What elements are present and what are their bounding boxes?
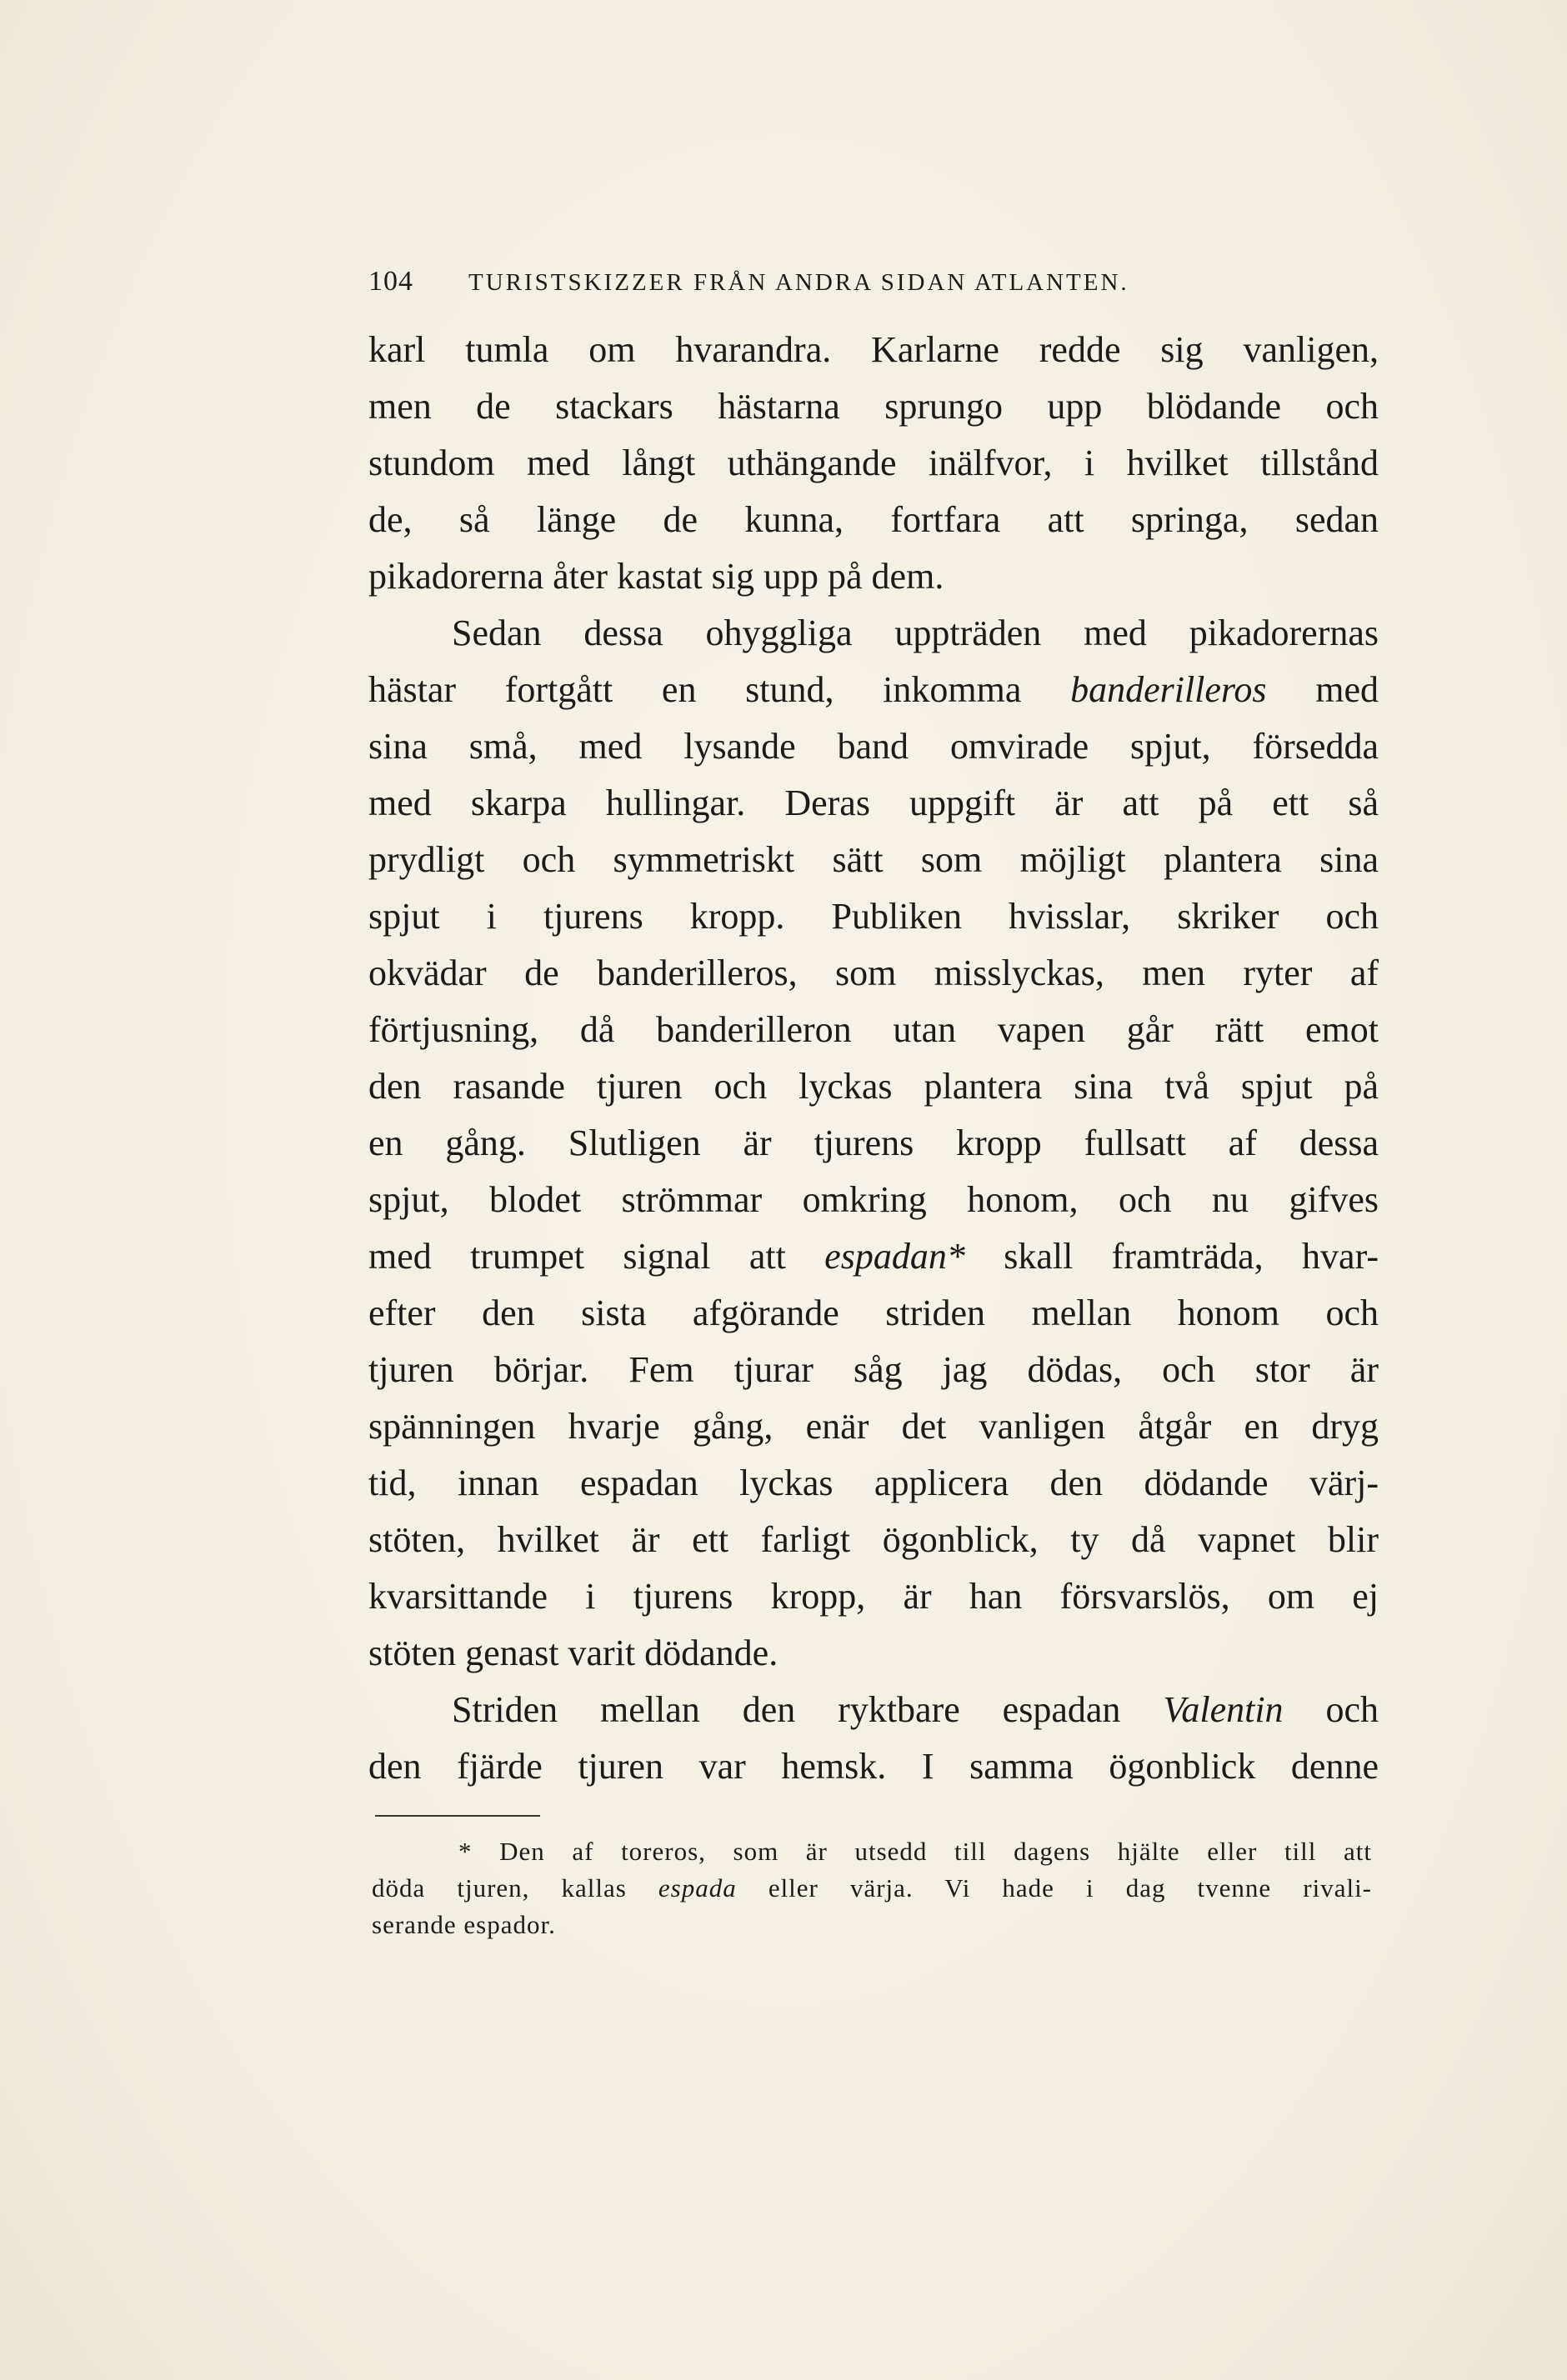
text-line: stöten, hvilket är ett farligt ögonblick, ty då vapnet blir bbox=[368, 1519, 1379, 1560]
text-line: de, så länge de kunna, fortfara att springa, sedan bbox=[368, 499, 1379, 540]
text-line: karl tumla om hvarandra. Karlarne redde sig vanligen, bbox=[368, 329, 1379, 370]
footnote-divider bbox=[375, 1815, 540, 1817]
text-fragment: med bbox=[1315, 669, 1379, 710]
running-title: TURISTSKIZZER FRÅN ANDRA SIDAN ATLANTEN. bbox=[468, 269, 1129, 296]
footnote-line bbox=[372, 1870, 1372, 1907]
text-fragment: skall framträda, hvar- bbox=[1004, 1236, 1379, 1277]
text-line: spjut, blodet strömmar omkring honom, och nu gifves bbox=[368, 1179, 1379, 1220]
italic-term: Valentin bbox=[1163, 1689, 1284, 1730]
text-line: Sedan dessa ohyggliga uppträden med pikadorernas bbox=[452, 612, 1379, 653]
text-line: stundom med långt uthängande inälfvor, i hvilket tillstånd bbox=[368, 442, 1379, 483]
text-line: men de stackars hästarna sprungo upp blödande och bbox=[368, 386, 1379, 427]
text-line: okvädar de banderilleros, som misslyckas, men ryter af bbox=[368, 952, 1379, 993]
text-line bbox=[368, 662, 1379, 718]
text-line: tjuren börjar. Fem tjurar såg jag dödas, och stor är bbox=[368, 1349, 1379, 1390]
text-line: en gång. Slutligen är tjurens kropp fullsatt af dessa bbox=[368, 1122, 1379, 1163]
footnote-line: serande espador. bbox=[372, 1910, 556, 1939]
text-line bbox=[368, 1228, 1379, 1285]
italic-term: espadan* bbox=[824, 1236, 965, 1277]
text-line: pikadorerna åter kastat sig upp på dem. bbox=[368, 556, 944, 597]
text-line: den rasande tjuren och lyckas plantera sina två spjut på bbox=[368, 1066, 1379, 1107]
text-line bbox=[368, 1682, 1379, 1738]
text-fragment: döda tjuren, kallas bbox=[372, 1873, 627, 1902]
text-line: spänningen hvarje gång, enär det vanligen åtgår en dryg bbox=[368, 1406, 1379, 1447]
body-text bbox=[368, 322, 1379, 1795]
italic-term: espada bbox=[658, 1873, 737, 1902]
text-line: efter den sista afgörande striden mellan honom och bbox=[368, 1292, 1379, 1333]
text-fragment: och bbox=[1325, 1689, 1379, 1730]
footnote-line: * Den af toreros, som är utsedd till dagens hjälte eller till att bbox=[458, 1837, 1372, 1866]
text-line: stöten genast varit dödande. bbox=[368, 1632, 778, 1673]
text-line: förtjusning, då banderilleron utan vapen går rätt emot bbox=[368, 1009, 1379, 1050]
footnote bbox=[372, 1833, 1372, 1943]
text-line: med skarpa hullingar. Deras uppgift är att på ett så bbox=[368, 782, 1379, 823]
text-fragment: hästar fortgått en stund, inkomma bbox=[368, 669, 1022, 710]
text-fragment: eller värja. Vi hade i dag tvenne rivali- bbox=[768, 1873, 1373, 1902]
running-header bbox=[368, 258, 1379, 305]
text-line: prydligt och symmetriskt sätt som möjligt plantera sina bbox=[368, 839, 1379, 880]
italic-term: banderilleros bbox=[1070, 669, 1267, 710]
text-line: kvarsittande i tjurens kropp, är han försvarslös, om ej bbox=[368, 1576, 1379, 1617]
text-fragment: med trumpet signal att bbox=[368, 1236, 786, 1277]
text-line: tid, innan espadan lyckas applicera den dödande värj- bbox=[368, 1462, 1379, 1503]
text-line: sina små, med lysande band omvirade spjut, försedda bbox=[368, 726, 1379, 767]
text-fragment: Striden mellan den ryktbare espadan bbox=[452, 1689, 1121, 1730]
page-number: 104 bbox=[368, 266, 413, 297]
text-line: spjut i tjurens kropp. Publiken hvisslar, skriker och bbox=[368, 896, 1379, 937]
text-line: den fjärde tjuren var hemsk. I samma ögonblick denne bbox=[368, 1746, 1379, 1787]
